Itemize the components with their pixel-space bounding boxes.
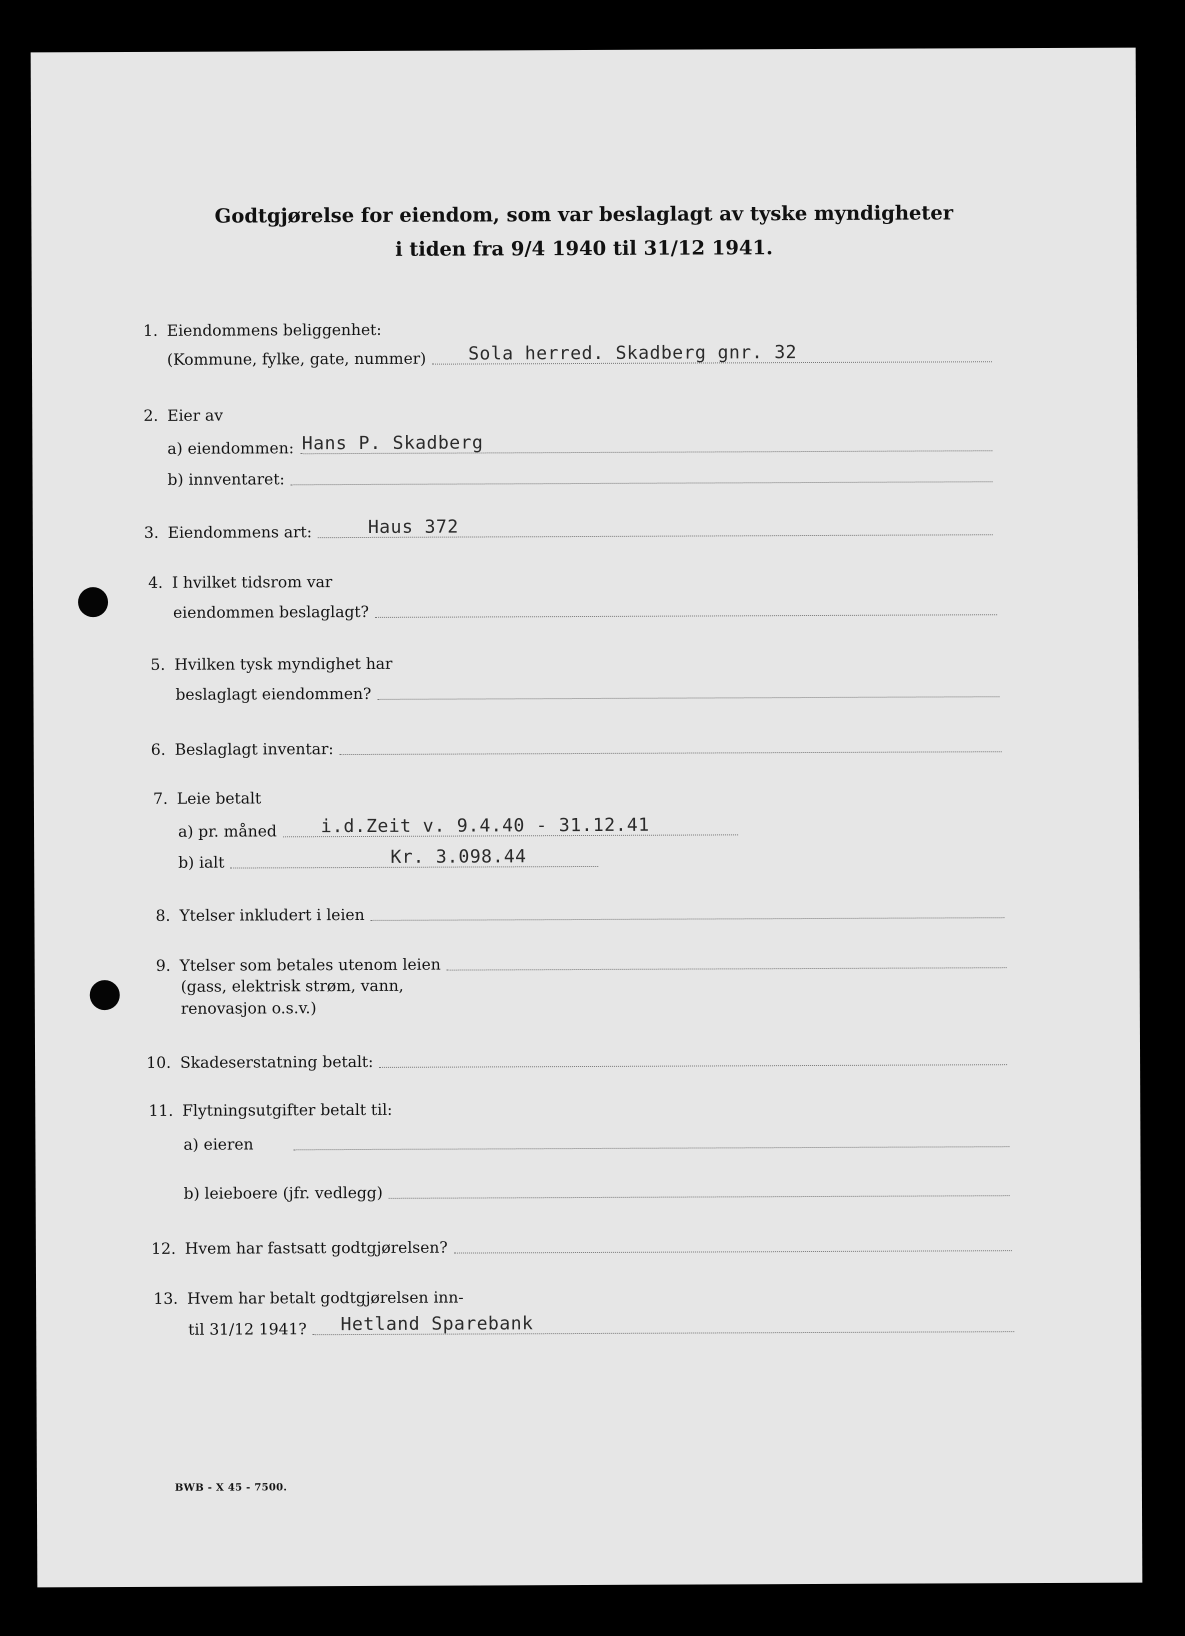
q5-label-row — [139, 650, 999, 676]
q13-sublabel: til 31/12 1941? — [188, 1320, 307, 1339]
q11a-label: a) eieren — [183, 1135, 254, 1154]
q4-field[interactable] — [375, 595, 997, 618]
q6-number: 6. — [150, 740, 166, 759]
q1-answer: Sola herred. Skadberg gnr. 32 — [468, 342, 798, 365]
q2a-row — [167, 431, 992, 460]
q7a-row — [178, 815, 738, 842]
q1-label-row — [132, 316, 992, 342]
q13-answer: Hetland Sparebank — [340, 1313, 534, 1336]
q6-row — [140, 732, 1002, 761]
q3-answer: Haus 372 — [367, 516, 459, 538]
form-title — [31, 196, 1136, 269]
q13-label: Hvem har betalt godtgjørelsen inn- — [187, 1288, 464, 1308]
q5-answer-row — [175, 677, 999, 706]
q4-label-row — [137, 568, 997, 594]
q9-label: Ytelser som betales utenom leien — [179, 955, 441, 975]
q2b-label: b) innventaret: — [167, 470, 285, 489]
q7a-field[interactable] — [283, 815, 738, 837]
q12-number: 12. — [151, 1239, 176, 1258]
q1-answer-row — [167, 342, 992, 371]
punch-hole-bottom — [90, 980, 120, 1010]
q8-row — [144, 898, 1004, 927]
q6-field[interactable] — [340, 732, 1002, 755]
q9-row — [145, 948, 1007, 977]
q5-sublabel: beslaglagt eiendommen? — [175, 684, 372, 704]
q11b-row — [184, 1176, 1010, 1205]
q10-label: Skadeserstatning betalt: — [180, 1052, 374, 1072]
q3-number: 3. — [143, 523, 159, 542]
q3-row — [133, 515, 993, 544]
q4-label: I hvilket tidsrom var — [171, 573, 333, 592]
q5-label: Hvilken tysk myndighet har — [174, 654, 393, 674]
q9-field[interactable] — [447, 948, 1007, 970]
q2-label-row — [132, 401, 992, 427]
q2-label: Eier av — [167, 406, 224, 425]
q2a-answer: Hans P. Skadberg — [301, 432, 484, 455]
q1-number: 1. — [143, 321, 158, 340]
title-line-1: Godtgjørelse for eiendom, som var beslaglagt av tyske myndigheter — [214, 201, 954, 228]
q13-answer-row — [188, 1312, 1014, 1341]
q8-label: Ytelser inkludert i leien — [179, 905, 365, 925]
q5-number: 5. — [150, 655, 166, 674]
q9-sublabel-row-1 — [181, 974, 681, 998]
form-page — [31, 48, 1143, 1588]
q4-sublabel: eiendommen beslaglagt? — [173, 602, 369, 622]
q2a-label: a) eiendommen: — [167, 439, 294, 458]
q7-number: 7. — [153, 789, 168, 808]
q9-sublabel-row-2 — [181, 996, 681, 1020]
q3-label: Eiendommens art: — [167, 523, 313, 542]
q7-label-row — [142, 784, 1002, 810]
q4-number: 4. — [148, 573, 164, 592]
q11a-field[interactable] — [293, 1127, 1009, 1150]
q1-sublabel: (Kommune, fylke, gate, nummer) — [166, 349, 427, 369]
q11-label-row — [147, 1096, 1007, 1122]
q11-number: 11. — [148, 1101, 174, 1120]
q6-label: Beslaglagt inventar: — [174, 740, 334, 759]
q12-label: Hvem har fastsatt godtgjørelsen? — [184, 1238, 448, 1258]
q7-label: Leie betalt — [176, 789, 262, 808]
q12-field[interactable] — [454, 1231, 1012, 1253]
q2b-field[interactable] — [291, 462, 993, 485]
q2a-field[interactable] — [300, 431, 993, 454]
q10-number: 10. — [146, 1053, 172, 1072]
q8-number: 8. — [155, 906, 171, 925]
q13-number: 13. — [153, 1289, 179, 1308]
q11b-field[interactable] — [389, 1176, 1010, 1199]
q13-label-row — [152, 1284, 1012, 1310]
q13-field[interactable] — [313, 1312, 1015, 1335]
q5-field[interactable] — [377, 677, 999, 700]
q3-field[interactable] — [318, 515, 993, 538]
q11a-row — [183, 1127, 1009, 1156]
q8-field[interactable] — [370, 898, 1004, 921]
q9-sublabel-1: (gass, elektrisk strøm, vann, — [180, 976, 404, 996]
q9-sublabel-2: renovasjon o.s.v.) — [180, 999, 317, 1018]
q7b-row — [178, 847, 598, 874]
q7a-answer: i.d.Zeit v. 9.4.40 - 31.12.41 — [320, 814, 650, 838]
print-code: BWB - X 45 - 7500. — [174, 1482, 288, 1494]
punch-hole-top — [78, 587, 108, 617]
q11b-label: b) leieboere (jfr. vedlegg) — [183, 1183, 383, 1203]
q7b-answer: Kr. 3.098.44 — [390, 846, 527, 868]
q12-row — [150, 1231, 1012, 1260]
q10-row — [145, 1045, 1007, 1074]
q1-label: Eiendommens beliggenhet: — [166, 320, 382, 340]
q2b-row — [167, 462, 992, 491]
title-line-2: i tiden fra 9/4 1940 til 31/12 1941. — [395, 236, 773, 261]
q10-field[interactable] — [379, 1045, 1007, 1068]
q7b-field[interactable] — [230, 847, 598, 869]
q11-label: Flytningsutgifter betalt til: — [182, 1100, 393, 1120]
q7a-label: a) pr. måned — [178, 822, 277, 841]
q2-number: 2. — [143, 406, 159, 425]
q1-field[interactable] — [432, 342, 992, 364]
q9-number: 9. — [155, 956, 171, 975]
q7b-label: b) ialt — [178, 853, 225, 872]
q4-answer-row — [173, 595, 997, 624]
